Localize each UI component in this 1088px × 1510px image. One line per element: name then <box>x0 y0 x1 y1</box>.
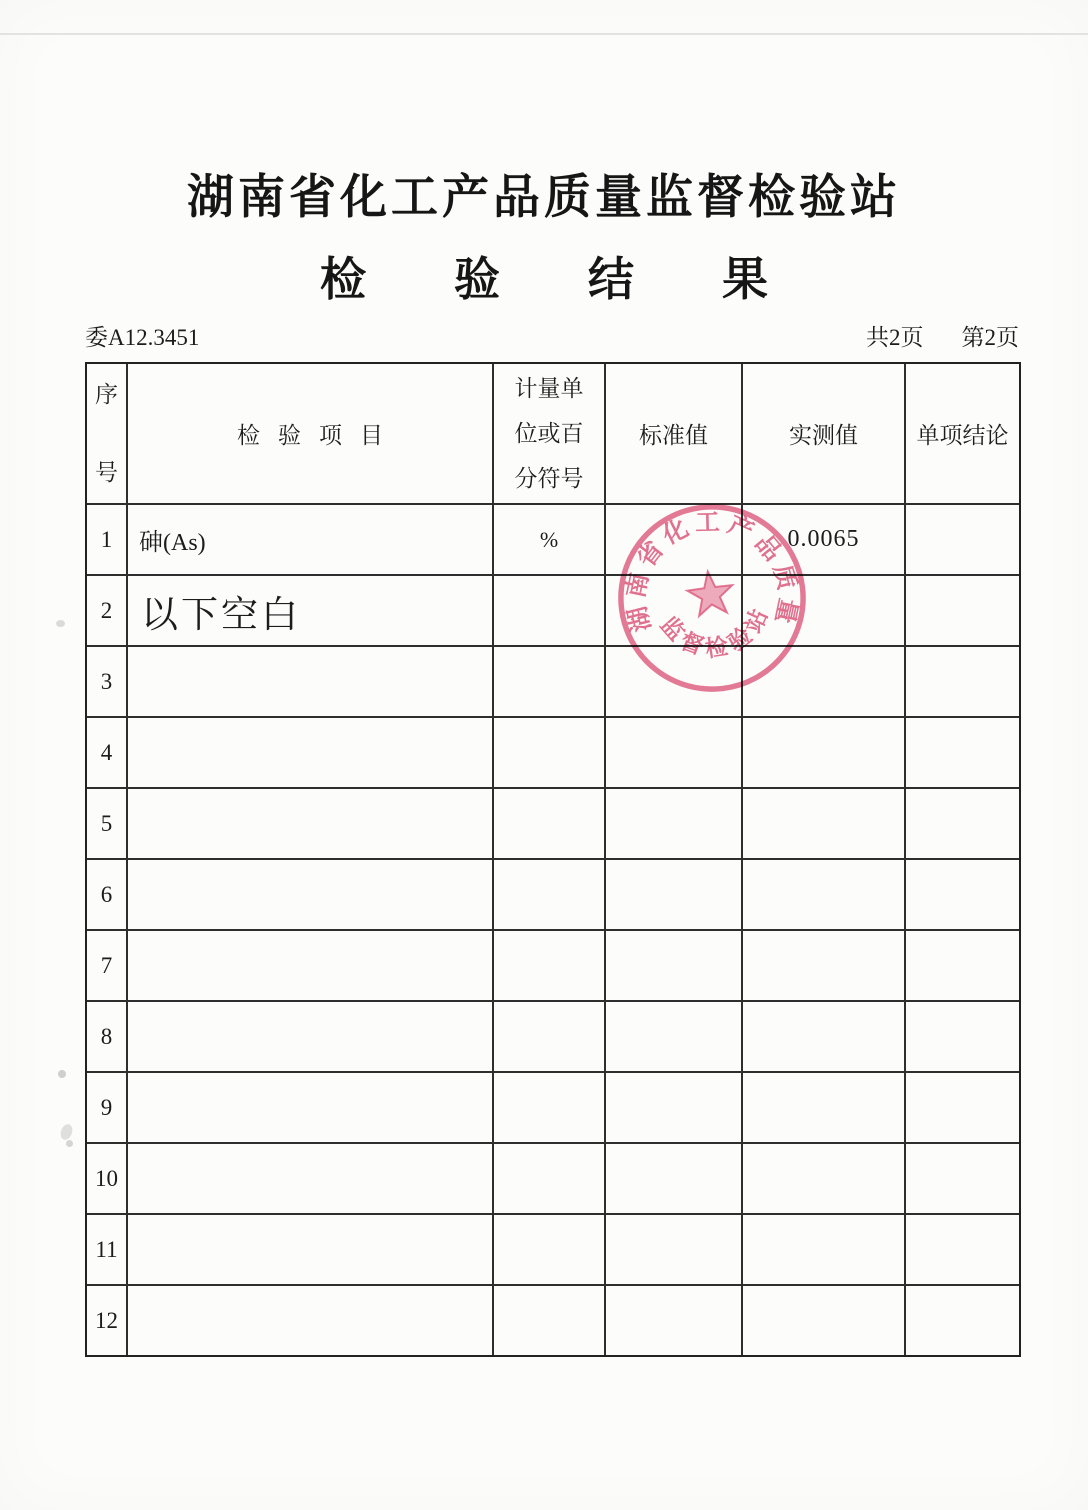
cell-unit <box>494 929 606 1000</box>
cell-measured <box>743 1284 906 1355</box>
cell-measured: 0.0065 <box>743 503 906 574</box>
cell-unit <box>494 1284 606 1355</box>
cell-item <box>128 929 494 1000</box>
seal-star-icon <box>685 569 735 617</box>
cell-unit <box>494 574 606 645</box>
cell-conclusion <box>906 858 1019 929</box>
table-row <box>87 787 1019 858</box>
cell-measured <box>743 787 906 858</box>
cell-unit: % <box>494 503 606 574</box>
cell-conclusion <box>906 787 1019 858</box>
cell-item <box>128 645 494 716</box>
cell-item <box>128 787 494 858</box>
table-row <box>87 716 1019 787</box>
cell-item: 以下空白 <box>128 574 494 645</box>
cell-no: 10 <box>87 1142 128 1213</box>
cell-measured <box>743 1000 906 1071</box>
header-measured: 实测值 <box>743 364 906 503</box>
cell-measured <box>743 929 906 1000</box>
scan-artifact-speck <box>59 1123 75 1142</box>
cell-no: 9 <box>87 1071 128 1142</box>
total-pages: 共2页 <box>866 325 924 350</box>
organization-title: 湖南省化工产品质量监督检验站 <box>187 172 901 224</box>
cell-standard <box>606 929 743 1000</box>
cell-item <box>128 1071 494 1142</box>
meta-row <box>85 320 1019 352</box>
cell-measured <box>743 716 906 787</box>
cell-measured <box>743 1213 906 1284</box>
cell-no: 12 <box>87 1284 128 1355</box>
header-item: 检验项目 <box>128 364 494 503</box>
cell-unit <box>494 787 606 858</box>
cell-conclusion <box>906 645 1019 716</box>
scan-artifact-line <box>0 33 1088 35</box>
seal-top-text: 湖南省化工产品质量 <box>622 509 802 635</box>
cell-no: 2 <box>87 574 128 645</box>
cell-standard <box>606 1142 743 1213</box>
cell-conclusion <box>906 1071 1019 1142</box>
table-row <box>87 929 1019 1000</box>
cell-unit <box>494 858 606 929</box>
cell-unit <box>494 645 606 716</box>
cell-standard <box>606 1284 743 1355</box>
cell-standard <box>606 1213 743 1284</box>
cell-item <box>128 1000 494 1071</box>
official-seal-stamp <box>602 488 823 709</box>
cell-unit <box>494 1071 606 1142</box>
page-indicator <box>866 319 1019 352</box>
header-row <box>87 364 1019 503</box>
cell-item <box>128 1213 494 1284</box>
cell-standard <box>606 1071 743 1142</box>
cell-no: 3 <box>87 645 128 716</box>
cell-item <box>128 1142 494 1213</box>
header-no-top: 序 <box>95 382 118 407</box>
cell-item <box>128 716 494 787</box>
cell-no: 5 <box>87 787 128 858</box>
table-row <box>87 574 1019 645</box>
header-unit-line3: 分符号 <box>514 466 584 491</box>
form-number: 委A12.3451 <box>85 325 200 350</box>
table-row <box>87 1000 1019 1071</box>
cell-unit <box>494 716 606 787</box>
scan-artifact-speck <box>66 1140 73 1147</box>
table-row <box>87 1213 1019 1284</box>
document-title: 检验结果 <box>320 254 856 305</box>
cell-conclusion <box>906 503 1019 574</box>
scan-artifact-speck <box>58 1070 66 1078</box>
table-row <box>87 1071 1019 1142</box>
cell-unit <box>494 1213 606 1284</box>
cell-no: 7 <box>87 929 128 1000</box>
cell-measured <box>743 1071 906 1142</box>
cell-standard <box>606 787 743 858</box>
cell-conclusion <box>906 716 1019 787</box>
header-no <box>87 364 128 503</box>
cell-conclusion <box>906 929 1019 1000</box>
header-standard: 标准值 <box>606 364 743 503</box>
cell-no: 1 <box>87 503 128 574</box>
cell-conclusion <box>906 1142 1019 1213</box>
header-no-bottom: 号 <box>95 460 118 485</box>
cell-conclusion <box>906 574 1019 645</box>
header-unit <box>494 364 606 503</box>
header-conclusion: 单项结论 <box>916 423 1009 448</box>
cell-measured <box>743 1142 906 1213</box>
header-unit-line1: 计量单 <box>514 376 584 401</box>
table-row <box>87 1142 1019 1213</box>
header-unit-line2: 位或百 <box>514 421 584 446</box>
cell-no: 6 <box>87 858 128 929</box>
cell-item <box>128 858 494 929</box>
table-row <box>87 503 1019 574</box>
cell-conclusion <box>906 1000 1019 1071</box>
table-row <box>87 1284 1019 1355</box>
cell-conclusion <box>906 1213 1019 1284</box>
cell-measured <box>743 858 906 929</box>
cell-unit <box>494 1142 606 1213</box>
cell-standard <box>606 1000 743 1071</box>
cell-standard <box>606 858 743 929</box>
cell-standard <box>606 716 743 787</box>
seal-bottom-text: 监督检验站 <box>655 599 775 662</box>
cell-no: 4 <box>87 716 128 787</box>
cell-conclusion <box>906 1284 1019 1355</box>
cell-item: 砷(As) <box>128 503 494 574</box>
cell-item <box>128 1284 494 1355</box>
inspection-results-table <box>85 362 1021 1357</box>
current-page: 第2页 <box>961 325 1019 350</box>
cell-no: 8 <box>87 1000 128 1071</box>
table-row <box>87 645 1019 716</box>
cell-no: 11 <box>87 1213 128 1284</box>
scan-artifact-speck <box>56 620 65 627</box>
cell-unit <box>494 1000 606 1071</box>
table-row <box>87 858 1019 929</box>
